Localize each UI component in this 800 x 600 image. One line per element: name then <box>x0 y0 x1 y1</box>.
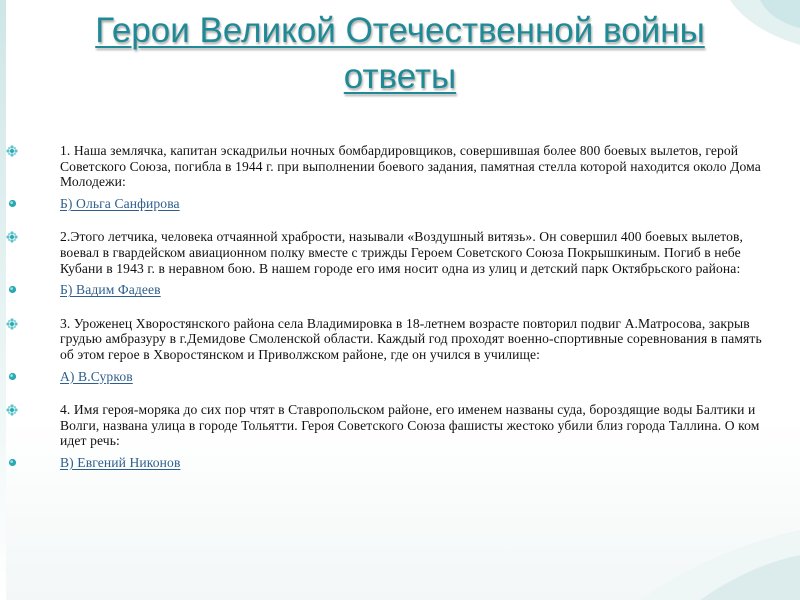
dot-bullet-icon <box>8 458 17 467</box>
answer-link[interactable]: А) В.Сурков <box>60 368 133 384</box>
answer-link[interactable]: Б) Ольга Санфирова <box>60 195 180 211</box>
slide-title <box>20 8 780 118</box>
title-line-1: Герои Великой Отечественной войны <box>95 11 705 50</box>
answer-link[interactable]: В) Евгений Никонов <box>60 454 181 470</box>
flower-bullet-icon <box>6 318 18 330</box>
dot-bullet-icon <box>8 372 17 381</box>
answer-item-4 <box>0 455 800 471</box>
question-text: 2.Этого летчика, человека отчаянной храбрости, называли «Воздушный витязь». Он совершил 400 боевых вылетов, воевал в гвардейском авиационном полку вместе с трижды Героем Советского Союза Покрышкиным. Погиб в небе Кубани в 1943 г. в неравном бою. В нашем городе его имя носит одна из улиц и детский парк Октябрьского района: <box>60 229 744 276</box>
answer-item-1 <box>0 196 800 212</box>
dot-bullet-icon <box>8 285 17 294</box>
flower-bullet-icon <box>6 231 18 243</box>
answer-item-2 <box>0 282 800 298</box>
question-text: 1. Наша землячка, капитан эскадрильи ночных бомбардировщиков, совершившая более 800 боевых вылетов, герой Советского Союза, погибла в 1944 г. при выполнении боевого задания, памятная стелла которой находится около Дома Молодежи: <box>60 143 761 190</box>
flower-bullet-icon <box>6 404 18 416</box>
question-item-4 <box>0 402 800 449</box>
title-line-2: ответы <box>343 57 457 96</box>
answer-item-3 <box>0 369 800 385</box>
question-item-1 <box>0 143 800 190</box>
question-item-3 <box>0 316 800 363</box>
questions-list <box>0 143 800 593</box>
answer-link[interactable]: Б) Вадим Фадеев <box>60 282 161 298</box>
dot-bullet-icon <box>8 199 17 208</box>
question-item-2 <box>0 229 800 276</box>
question-text: 3. Уроженец Хворостянского района села Владимировка в 18-летнем возрасте повторил подвиг А.Матросова, закрыв грудью амбразуру в г.Демидове Смоленской области. Каждый год проходят военно-спортивные соревнования в память об этом герое в Хворостянском и Приволжском районе, где он учился в училище: <box>60 315 762 362</box>
flower-bullet-icon <box>6 145 18 157</box>
question-text: 4. Имя героя-моряка до сих пор чтят в Ставропольском районе, его именем названы суда, бороздящие воды Балтики и Волги, названа улица в городе Тольятти. Героя Советского Союза фашисты жестоко убили близ города Таллина. О ком идет речь: <box>60 402 760 449</box>
